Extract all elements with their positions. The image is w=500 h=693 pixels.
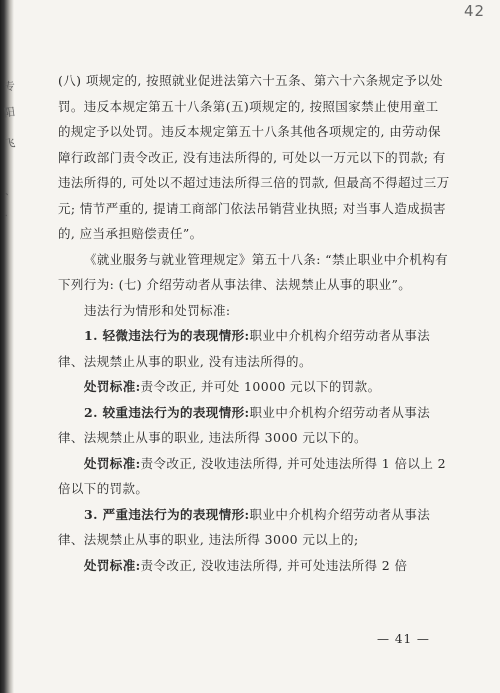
margin-mark: . — [3, 205, 9, 220]
paragraph — [58, 553, 450, 579]
margin-mark: 阳 — [3, 105, 16, 120]
paragraph-text: 职业中介机构介绍劳动者从事法律、法规禁止从事的职业, 违法所得 3000 元以下的。 — [58, 404, 431, 445]
paragraph-text: 职业中介机构介绍劳动者从事法律、法规禁止从事的职业, 违法所得 3000 元以上的; — [58, 506, 431, 547]
paragraph-text: 责令改正, 没收违法所得, 并可处违法所得 2 倍 — [140, 557, 408, 573]
paragraph — [58, 400, 450, 451]
paragraph-text: 违法行为情形和处罚标准: — [84, 302, 231, 318]
paragraph — [58, 502, 450, 553]
paragraph — [58, 247, 450, 298]
margin-mark: 、 — [3, 183, 16, 198]
margin-mark: 飞 — [3, 136, 16, 151]
paragraph — [58, 68, 450, 247]
paragraph-text: 责令改正, 并可处 10000 元以下的罚款。 — [140, 379, 381, 394]
paragraph-heading: 处罚标准: — [84, 379, 141, 394]
paragraph — [58, 298, 450, 324]
handwritten-page-number: 42 — [464, 2, 486, 20]
paragraph-text: (八) 项规定的, 按照就业促进法第六十五条、第六十六条规定予以处罚。违反本规定第五十八条第(五)项规定的, 按照国家禁止使用童工的规定予以处罚。违反本规定第五十八条其他各项规定的, 由劳动保障行政部门责令改正, 没有违法所得的, 可处以一万元以下的罚款; 有违法所得的, 可处以不超过违法所得三倍的罚款, 但最高不得超过三万元; 情节严重的, 提请工商部门依法吊销营业执照; 对当事人造成损害的, 应当承担赔偿责任”。 — [58, 73, 450, 241]
paragraph — [58, 323, 450, 374]
paragraph-heading: 处罚标准: — [84, 455, 141, 471]
paragraph-text: 《就业服务与就业管理规定》第五十八条: “禁止职业中介机构有下列行为: (七) 介绍劳动者从事法律、法规禁止从事的职业”。 — [58, 251, 449, 292]
paragraph-text: 职业中介机构介绍劳动者从事法律、法规禁止从事的职业, 没有违法所得的。 — [58, 328, 431, 369]
paragraph-heading: 处罚标准: — [84, 557, 141, 573]
page-number: — 41 — — [377, 632, 430, 646]
paragraph-text: 责令改正, 没收违法所得, 并可处违法所得 1 倍以上 2 倍以下的罚款。 — [58, 455, 446, 496]
paragraph — [58, 374, 450, 400]
body-text — [58, 68, 450, 578]
paragraph-heading: 2. 较重违法行为的表现情形: — [84, 404, 250, 420]
paragraph-heading: 1. 轻微违法行为的表现情形: — [84, 328, 250, 343]
margin-mark: 专 — [3, 79, 16, 94]
paragraph — [58, 451, 450, 502]
paragraph-heading: 3. 严重违法行为的表现情形: — [84, 506, 250, 522]
